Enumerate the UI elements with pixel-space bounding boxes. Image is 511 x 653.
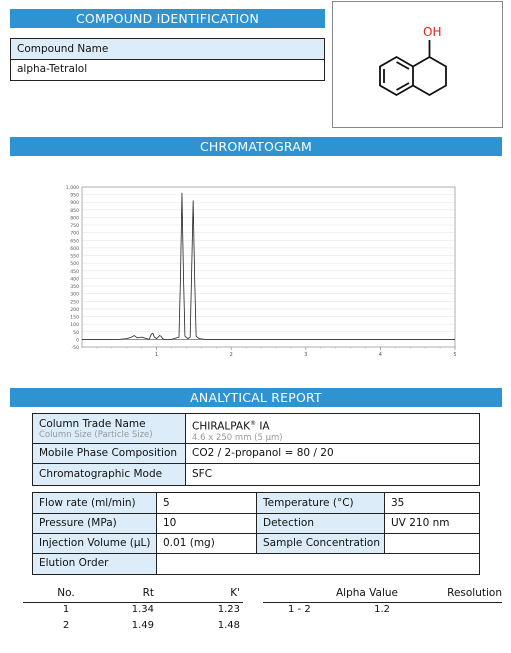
y-tick-label: 900 [70,201,79,207]
x-tick-label: 4 [378,352,382,358]
conditions-table [32,492,480,575]
temperature-value: 35 [385,493,479,514]
registered-mark: ® [249,420,256,427]
molecule-structure-image [333,2,502,127]
y-tick-label: 500 [70,262,79,268]
row1-rt: 1.34 [131,604,154,615]
compound-name-value: alpha-Tetralol [10,59,325,81]
y-tick-label: 950 [70,193,79,199]
y-tick-label: 550 [70,254,79,260]
pressure-label: Pressure (MPa) [33,514,157,534]
injection-volume-value: 0.01 (mg) [157,534,257,554]
column-trade-name-suffix: IA [259,420,270,433]
y-tick-label: 600 [70,246,79,252]
chromatogram-header: CHROMATOGRAM [10,137,502,156]
column-label-cell [33,414,186,444]
y-tick-label: 150 [70,315,79,321]
sample-concentration-value [385,534,479,554]
y-tick-label: 50 [73,330,79,336]
y-tick-label: 0 [76,338,79,344]
detection-value: UV 210 nm [385,514,479,534]
y-tick-label: 1,000 [65,186,79,191]
column-trade-name-label: Column Trade Name [39,418,146,430]
pressure-value: 10 [157,514,257,534]
header-no: No. [57,587,75,599]
header-alpha: Alpha Value [335,587,398,599]
hydroxyl-label: OH [423,25,442,39]
y-tick-label: -50 [71,346,79,351]
mode-label: Chromatographic Mode [33,464,186,485]
mobile-phase-value: CO2 / 2-propanol = 80 / 20 [186,444,480,464]
divider-left [23,602,243,603]
pair-label: 1 - 2 [288,604,311,615]
header-rt: Rt [142,587,154,599]
elution-order-label: Elution Order [33,554,157,574]
row2-no: 2 [62,620,70,631]
x-tick-label: 5 [453,352,457,358]
x-tick-label: 3 [304,352,308,358]
y-tick-label: 800 [70,216,79,222]
y-tick-label: 450 [70,269,79,275]
y-tick-label: 750 [70,224,79,230]
y-tick-label: 650 [70,239,79,245]
chromatogram-panel [50,177,460,359]
x-tick-label: 1 [155,352,159,358]
y-tick-label: 250 [70,300,79,306]
chromatogram-trace [82,193,455,339]
flow-rate-label: Flow rate (ml/min) [33,493,157,514]
y-tick-label: 400 [70,277,79,283]
structure-box [332,1,503,128]
temperature-label: Temperature (°C) [257,493,385,514]
column-trade-name-value: CHIRALPAK [192,420,250,433]
mobile-phase-label: Mobile Phase Composition [33,444,186,464]
y-tick-label: 350 [70,285,79,291]
mode-value: SFC [192,468,213,480]
plot-frame [82,187,455,347]
chromatogram-chart [50,177,460,359]
column-size-label: Column Size (Particle Size) [39,430,153,440]
flow-rate-value: 5 [157,493,257,514]
elution-order-value [157,554,479,574]
y-tick-label: 850 [70,208,79,214]
report-header: ANALYTICAL REPORT [10,388,502,407]
x-tick-label: 2 [229,352,233,358]
y-tick-label: 200 [70,307,79,313]
injection-volume-label: Injection Volume (μL) [33,534,157,554]
sample-concentration-label: Sample Concentration [257,534,385,554]
row1-k: 1.23 [217,604,240,615]
header-k: K' [230,587,240,599]
column-info-table [32,413,480,486]
row1-no: 1 [62,604,70,615]
y-tick-label: 100 [70,323,79,329]
results-section [20,587,502,647]
column-size-value: 4.6 x 250 mm (5 μm) [192,432,283,443]
row2-rt: 1.49 [131,620,154,631]
detection-label: Detection [257,514,385,534]
y-tick-label: 300 [70,292,79,298]
pair-alpha: 1.2 [374,604,390,615]
compound-header: COMPOUND IDENTIFICATION [10,9,325,28]
row2-k: 1.48 [217,620,240,631]
divider-right [263,602,502,603]
header-resolution: Resolution [447,587,502,599]
column-value-cell [186,414,480,444]
compound-name-label: Compound Name [10,38,325,60]
y-tick-label: 700 [70,231,79,237]
